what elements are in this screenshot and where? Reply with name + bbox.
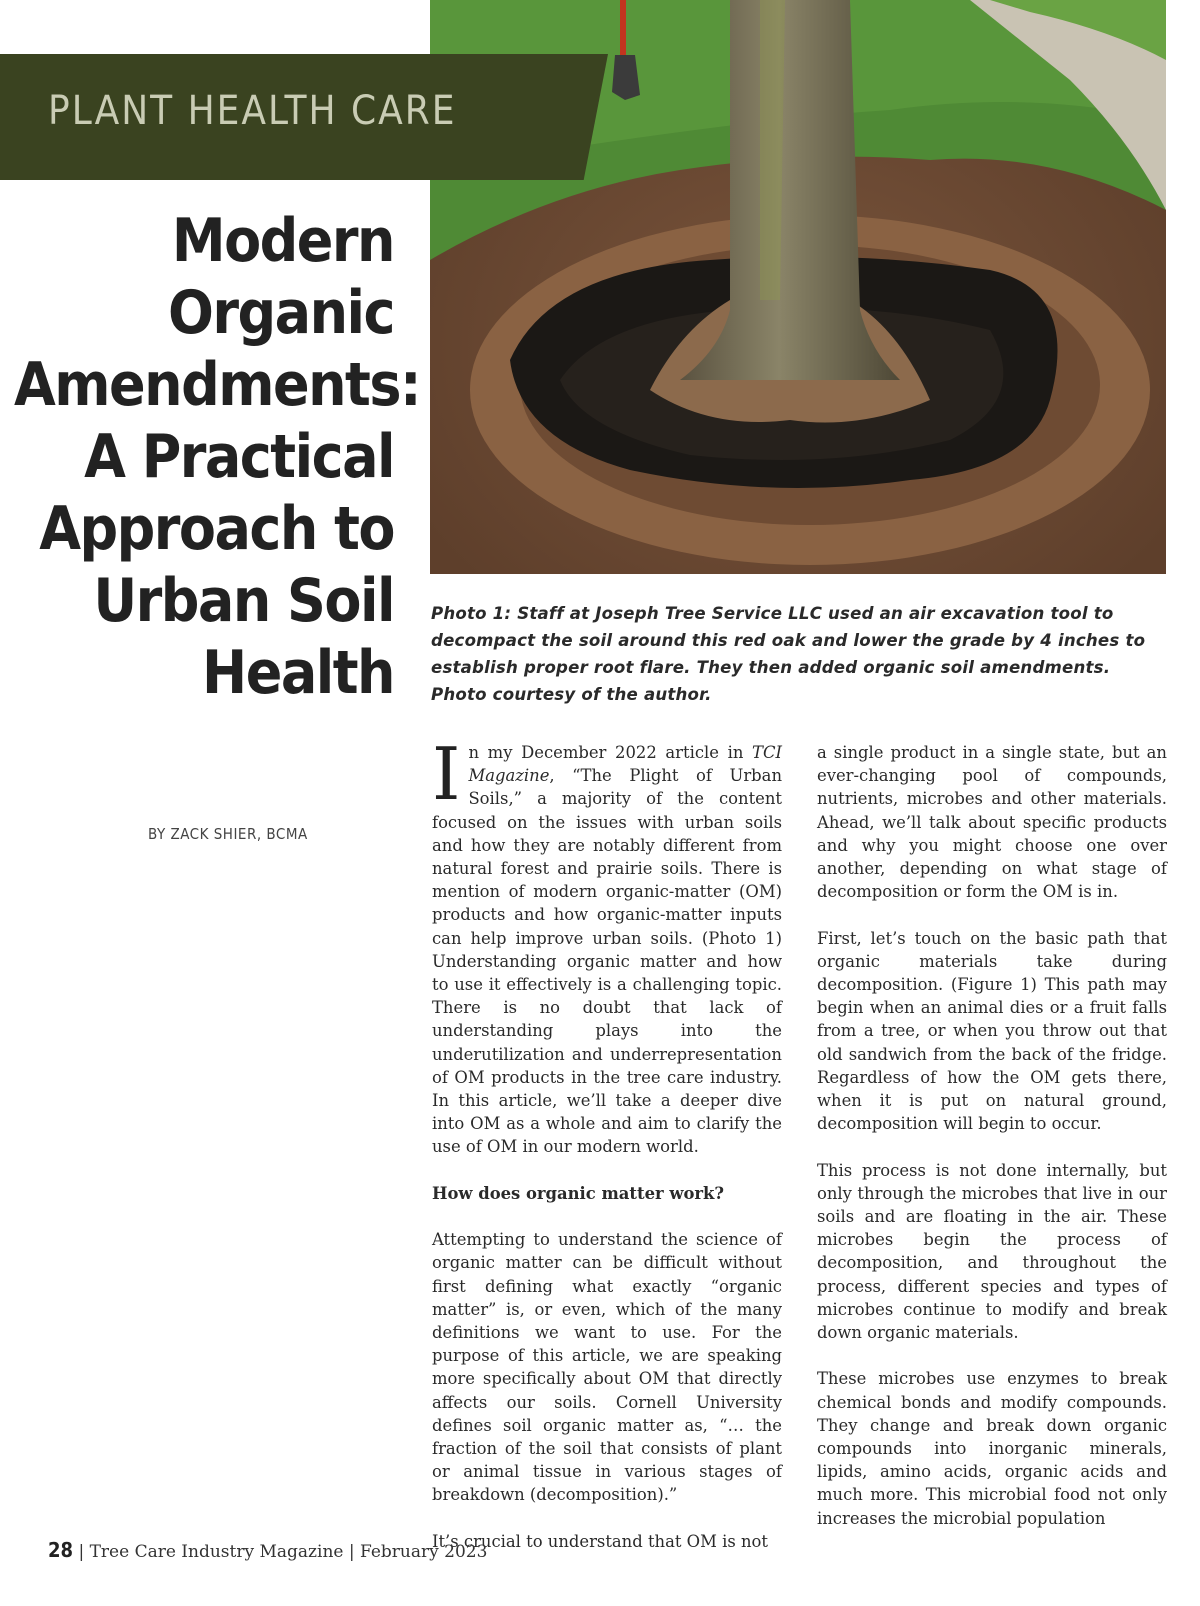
body-paragraph: These microbes use enzymes to break chemical bonds and modify compounds. They change and break down organic compounds into inorganic minerals, lipids, amino acids, organic acids and much more. This microbial food not only increases the microbial population	[817, 1369, 1167, 1528]
body-paragraph: It’s crucial to understand that OM is not	[432, 1531, 768, 1551]
title-line: Health	[202, 638, 394, 708]
publication-info: | Tree Care Industry Magazine | February 2023	[73, 1542, 488, 1562]
title-line: Amendments:	[14, 350, 421, 420]
section-subhead: How does organic matter work?	[432, 1183, 724, 1203]
title-line: Modern	[171, 206, 394, 276]
intro-paragraph	[432, 732, 782, 1159]
body-paragraph: This process is not done internally, but only through the microbes that live in our soils and are floating in the air. These microbes begin the process of decomposition, and throughout the process, different species and types of microbes continue to modify and break down organic materials.	[817, 1160, 1167, 1343]
magazine-name: TCI Magazine	[468, 743, 782, 786]
body-paragraph: a single product in a single state, but an ever-changing pool of compounds, nutrients, microbes and other materials. Ahead, we’ll talk about specific products and why you might choose one over another, depending on what stage of decomposition or form the OM is in.	[817, 743, 1167, 902]
author-byline: BY ZACK SHIER, BCMA	[148, 825, 308, 843]
page-number: 28	[48, 1538, 74, 1562]
body-column-1	[432, 732, 782, 1553]
article-title	[14, 205, 421, 709]
body-paragraph: Attempting to understand the science of organic matter can be difficult without first defining what exactly “organic matter” is, or even, which of the many definitions we want to use. For the purpose of this article, we are speaking more specifically about OM that directly affects our soils. Cornell University defines soil organic matter as, “… the fraction of the soil that consists of plant or animal tissue in various stages of breakdown (decomposition).”	[432, 1230, 782, 1505]
body-paragraph: First, let’s touch on the basic path that organic materials take during decomposition. (Figure 1) This path may begin when an animal dies or a fruit falls from a tree, or when you throw out that old sandwich from the back of the fridge. Regardless of how the OM gets there, when it is put on natural ground, decomposition will begin to occur.	[817, 928, 1167, 1134]
page-footer	[48, 1538, 487, 1562]
intro-text: n my December 2022 article in	[468, 743, 753, 762]
section-label: PLANT HEALTH CARE	[48, 88, 457, 134]
title-line: Approach to	[39, 494, 394, 564]
drop-cap: I	[432, 732, 461, 816]
photo-caption: Photo 1: Staff at Joseph Tree Service LLC used an air excavation tool to decompact the soil around this red oak and lower the grade by 4 inches to establish proper root flare. They then added organic soil amendments. Photo courtesy of the author.	[431, 604, 1146, 704]
title-line: Organic	[168, 278, 394, 348]
intro-text-cont: , “The Plight of Urban Soils,” a majority of the content focused on the issues with urban soils and how they are notably different from natural forest and prairie soils. There is mention of modern organic-matter (OM) products and how organic-matter inputs can help improve urban soils. (Photo 1) Understanding organic matter and how to use it effectively is a challenging topic. There is no doubt that lack of understanding plays into the underutilization and underrepresentation of OM products in the tree care industry. In this article, we’ll take a deeper dive into OM as a whole and aim to clarify the use of OM in our modern world.	[432, 766, 782, 1157]
body-column-2	[817, 741, 1167, 1530]
title-line: Urban Soil	[93, 566, 394, 636]
title-line: A Practical	[84, 422, 394, 492]
